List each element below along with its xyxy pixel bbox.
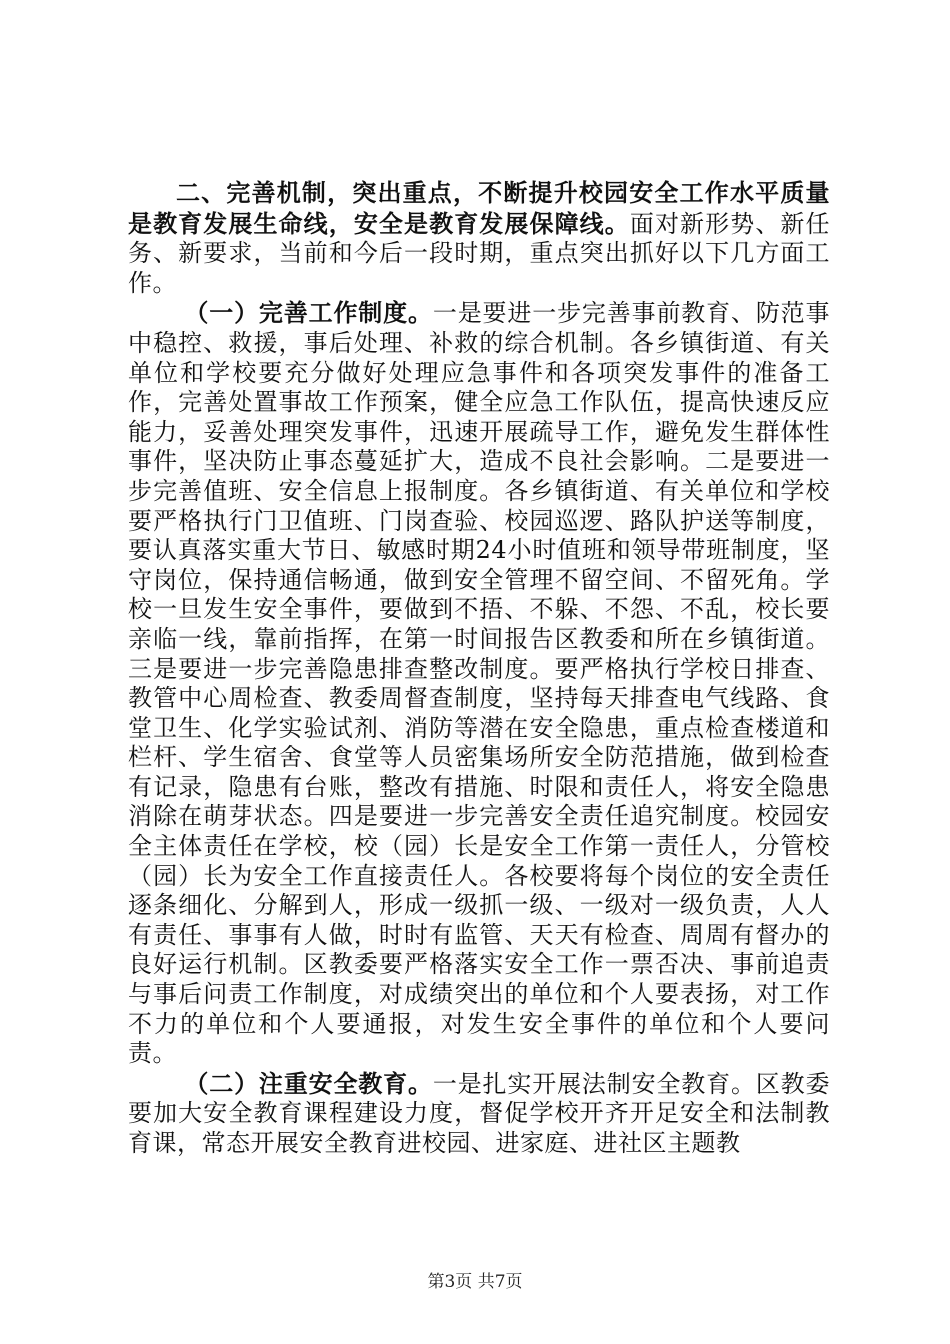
work-system-text: 一是要进一步完善事前教育、防范事中稳控、救援，事后处理、补救的综合机制。各乡镇街道、有关单位和学校要充分做好处理应急事件和各项突发事件的准备工作，完善处置事故工作预案，健全应急工作队伍，提高快速反应能力，妥善处理突发事件，迅速开展疏导工作，避免发生群体性事件，坚决防止事态蔓延扩大，造成不良社会影响。二是要进一步完善值班、安全信息上报制度。各乡镇街道、有关单位和学校要严格执行门卫值班、门岗查验、校园巡逻、路队护送等制度，要认真落实重大节日、敏感时期24小时值班和领导带班制度，坚守岗位，保持通信畅通，做到安全管理不留空间、不留死角。学校一旦发生安全事件，要做到不捂、不躲、不怨、不乱，校长要亲临一线，靠前指挥，在第一时间报告区教委和所在乡镇街道。三是要进一步完善隐患排查整改制度。要严格执行学校日排查、教管中心周检查、教委周督查制度，坚持每天排查电气线路、食堂卫生、化学实验试剂、消防等潜在安全隐患，重点检查楼道和栏杆、学生宿舍、食堂等人员密集场所安全防范措施，做到检查有记录，隐患有台账，整改有措施、时限和责任人，将安全隐患消除在萌芽状态。四是要进一步完善安全责任追究制度。校园安全主体责任在学校，校（园）长是安全工作第一责任人，分管校（园）长为安全工作直接责任人。各校要将每个岗位的安全责任逐条细化、分解到人，形成一级抓一级、一级对一级负责，人人有责任、事事有人做，时时有监管、天天有检查、周周有督办的良好运行机制。区教委要严格落实安全工作一票否决、事前追责与事后问责工作制度，对成绩突出的单位和个人要表扬，对工作不力的单位和个人要通报，对发生安全事件的单位和个人要问责。 [128, 299, 831, 1068]
paragraph-section-two [128, 178, 830, 298]
paragraph-safety-education [128, 1069, 830, 1159]
page-number-footer: 第3页 共7页 [427, 1272, 523, 1292]
safety-education-heading: （二）注重安全教育。 [184, 1068, 433, 1098]
section-two-text: 面对新形势、新任务、新要求，当前和今后一段时期，重点突出抓好以下几方面工作。 [128, 209, 831, 297]
safety-education-text: 一是扎实开展法制安全教育。区教委要加大安全教育课程建设力度，督促学校开齐开足安全和法制教育课，常态开展安全教育进校园、进家庭、进社区主题教 [128, 1069, 831, 1157]
document-body [128, 178, 830, 1159]
paragraph-work-system [128, 298, 830, 1068]
work-system-heading: （一）完善工作制度。 [184, 298, 433, 328]
section-two-heading: 二、完善机制，突出重点，不断提升校园安全工作水平质量是教育发展生命线，安全是教育发展保障线。 [128, 178, 830, 238]
